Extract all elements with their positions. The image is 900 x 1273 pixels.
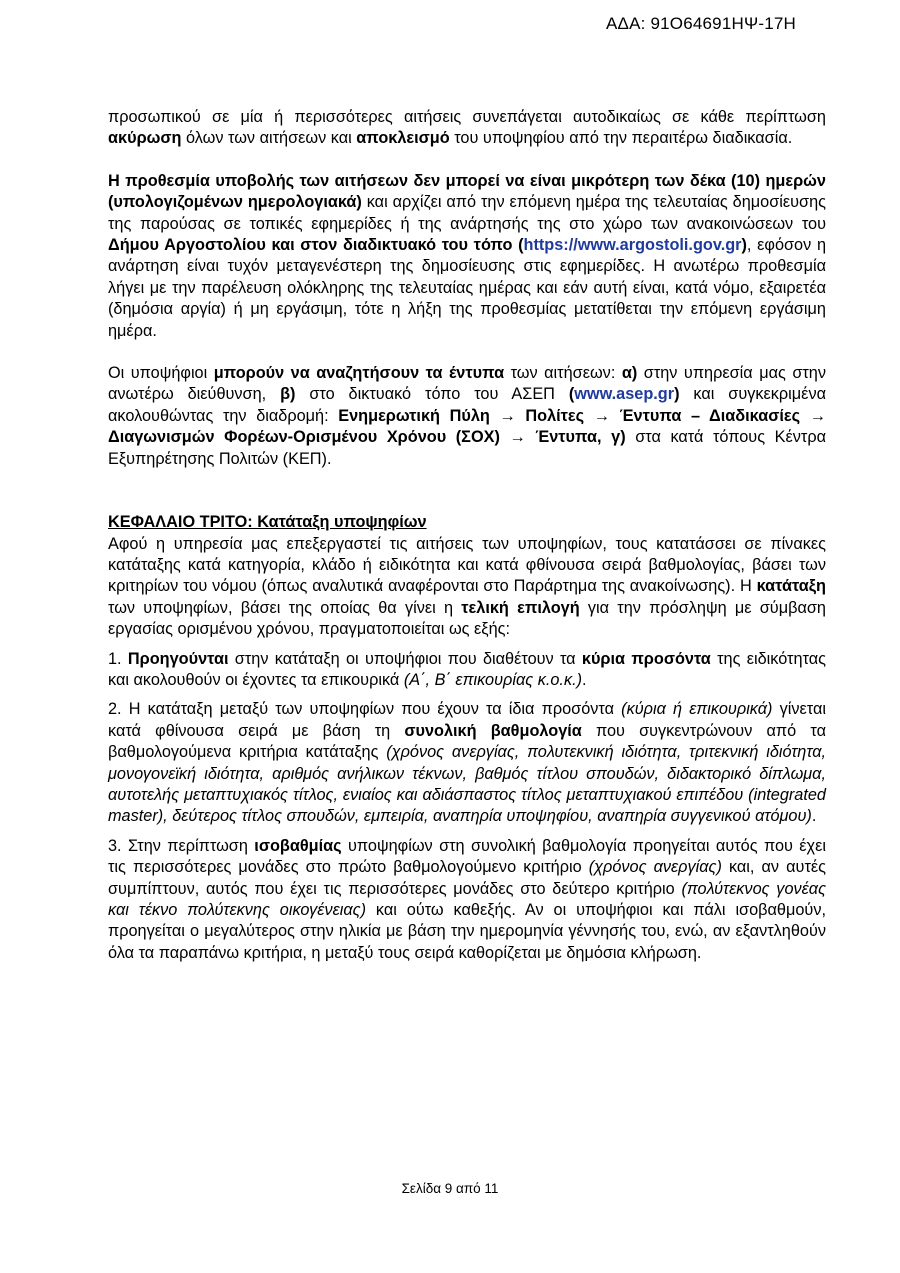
- bold-run: (: [568, 385, 575, 404]
- bold-run: ): [674, 385, 680, 404]
- text-run: .: [811, 807, 817, 826]
- italic-run: (πολύτεκνος γονέας και τέκνο πολύτεκνης οικογένειας): [108, 879, 826, 919]
- text-run: στην υπηρεσία μας στην ανωτέρω διεύθυνση,: [108, 364, 826, 404]
- text-run: προσωπικού σε μία ή περισσότερες αιτήσεις συνεπάγεται αυτοδικαίως σε κάθε περίπτωση: [108, 108, 826, 126]
- text-run: και, αν αυτές συμπίπτουν, αυτός που έχει τις περισσότερες μονάδες στο δεύτερο κριτήριο: [108, 858, 826, 898]
- ada-code: ΑΔΑ: 91Ο64691ΗΨ-17Η: [605, 14, 796, 33]
- bold-run: κατάταξη: [756, 577, 826, 596]
- text-run: Αφού η υπηρεσία μας επεξεργαστεί τις αιτήσεις των υποψηφίων, τους κατατάσσει σε πίνακες κατάταξης κατά κατηγορία, κλάδο ή ειδικότητα και κατά φθίνουσα σειρά βαθμολογίας, βάσει των κριτηρίων του νόμου (όπως αναλυτικά αναφέρονται στο Παράρτημα της ανακοίνωσης). Η: [108, 534, 826, 596]
- page-number: Σελίδα 9 από 11: [401, 1181, 499, 1196]
- text-run: και συγκεκριμένα ακολουθώντας την διαδρομή:: [108, 385, 826, 425]
- document-body: [108, 107, 826, 964]
- text-run: όλων των αιτήσεων και: [181, 129, 357, 148]
- bold-run: α): [621, 364, 638, 383]
- italic-run: (κύρια ή επικουρικά): [621, 700, 773, 719]
- text-run: στα κατά τόπους Κέντρα Εξυπηρέτησης Πολιτών (ΚΕΠ).: [108, 428, 826, 468]
- text-run: των αιτήσεων:: [504, 364, 622, 383]
- italic-run: (χρόνος ανεργίας, πολυτεκνική ιδιότητα, τριτεκνική ιδιότητα, μονογονεϊκή ιδιότητα, αριθμός ανήλικων τέκνων, βαθμός τίτλου σπουδών, διδακτορικό δίπλωμα, αυτοτελής μεταπτυχιακός τίτλος, ενιαίος και αδιάσπαστος τίτλος μεταπτυχιακού επιπέδου (integrated master), δεύτερος τίτλος σπουδών, εμπειρία, αναπηρία υποψηφίου, αναπηρία συγγενικού ατόμου): [108, 743, 826, 826]
- chapter-heading: ΚΕΦΑΛΑΙΟ ΤΡΙΤΟ: Κατάταξη υποψηφίων: [108, 513, 427, 532]
- text-run: των υποψηφίων, βάσει της οποίας θα γίνει η: [108, 598, 462, 617]
- bold-run: ): [741, 236, 747, 255]
- list-item-3: [108, 836, 826, 964]
- section-spacer: [108, 470, 826, 512]
- bold-run: αποκλεισμό: [356, 129, 450, 148]
- bold-run: β): [280, 385, 296, 404]
- bold-run: ισοβαθμίας: [254, 836, 342, 855]
- paragraph-application-cancellation: [108, 107, 826, 150]
- bold-run: κύρια προσόντα: [581, 649, 711, 668]
- bold-run: Δήμου Αργοστολίου και στον διαδικτυακό του τόπο (: [108, 236, 524, 255]
- text-run: γίνεται κατά φθίνουσα σειρά με βάση τη: [108, 700, 827, 740]
- text-run: για την πρόσληψη με σύμβαση εργασίας ορισμένου χρόνου, πραγματοποιείται ως εξής:: [108, 598, 826, 639]
- argostoli-website-link[interactable]: https://www.argostoli.gov.gr: [523, 236, 742, 255]
- bold-run: Η προθεσμία υποβολής των αιτήσεων δεν μπορεί να είναι μικρότερη των δέκα (10) ημερών (υπολογιζομένων ημερολογιακά): [108, 171, 826, 212]
- text-run: 2. Η κατάταξη μεταξύ των υποψηφίων που έχουν τα ίδια προσόντα: [108, 700, 622, 719]
- text-run: , εφόσον η ανάρτηση είναι τυχόν μεταγενέστερη της δημοσίευσης στις εφημερίδες. Η ανωτέρω προθεσμία λήγει με την παρέλευση ολόκληρης της τελευταίας ημέρας και εάν αυτή είναι, κατά νόμο, εξαιρετέα (δημόσια αργία) ή μη εργάσιμη, τότε η λήξη της προθεσμίας μετατίθεται την επόμενη εργάσιμη ημέρα.: [108, 236, 826, 340]
- text-run: 3. Στην περίπτωση: [108, 836, 255, 855]
- italic-run: (χρόνος ανεργίας): [588, 858, 722, 877]
- list-item-1: [108, 649, 826, 692]
- text-run: στην κατάταξη οι υποψήφιοι που διαθέτουν τα: [228, 649, 582, 668]
- text-run: υποψηφίων στη συνολική βαθμολογία προηγείται αυτός που έχει τις περισσότερες μονάδες στο πρώτο βαθμολογούμενο κριτήριο: [108, 836, 826, 877]
- bold-run: ακύρωση: [108, 129, 182, 148]
- italic-run: (Α΄, Β΄ επικουρίας κ.ο.κ.): [403, 670, 583, 689]
- text-run: που συγκεντρώνουν από τα βαθμολογούμενα κριτήρια κατάταξης: [108, 721, 826, 762]
- list-item-2: [108, 699, 826, 827]
- bold-run: Ενημερωτική Πύλη → Πολίτες → Έντυπα – Διαδικασίες → Διαγωνισμών Φορέων-Ορισμένου Χρόνου (ΣΟΧ) → Έντυπα, γ): [108, 406, 826, 447]
- bold-run: μπορούν να αναζητήσουν τα έντυπα: [213, 364, 505, 383]
- bold-run: συνολική βαθμολογία: [404, 721, 582, 740]
- paragraph-forms: [108, 363, 826, 470]
- paragraph-ranking-intro: [108, 534, 826, 641]
- text-run: 1.: [108, 649, 128, 668]
- paragraph-deadline: [108, 171, 826, 342]
- text-run: και αρχίζει από την επόμενη ημέρα της τελευταίας δημοσίευσης της παρούσας σε τοπικές εφημερίδες ή της ανάρτησής της στο χώρο των ανακοινώσεων του: [108, 193, 827, 233]
- text-run: Οι υποψήφιοι: [108, 364, 214, 383]
- text-run: και ούτω καθεξής. Αν οι υποψήφιοι και πάλι ισοβαθμούν, προηγείται ο μεγαλύτερος στην ηλικία με βάση την ημερομηνία γέννησής του, ενώ, αν εξαντληθούν όλα τα παραπάνω κριτήρια, η μεταξύ τους σειρά καθορίζεται με δημόσια κλήρωση.: [108, 901, 826, 962]
- asep-website-link[interactable]: www.asep.gr: [574, 385, 675, 404]
- text-run: της ειδικότητας και ακολουθούν οι έχοντες τα επικουρικά: [108, 649, 826, 689]
- bold-run: Προηγούνται: [127, 649, 229, 668]
- text-run: .: [582, 670, 587, 689]
- text-run: του υποψηφίου από την περαιτέρω διαδικασία.: [449, 129, 793, 148]
- bold-run: τελική επιλογή: [461, 598, 580, 617]
- text-run: στο δικτυακό τόπο του ΑΣΕΠ: [295, 385, 569, 404]
